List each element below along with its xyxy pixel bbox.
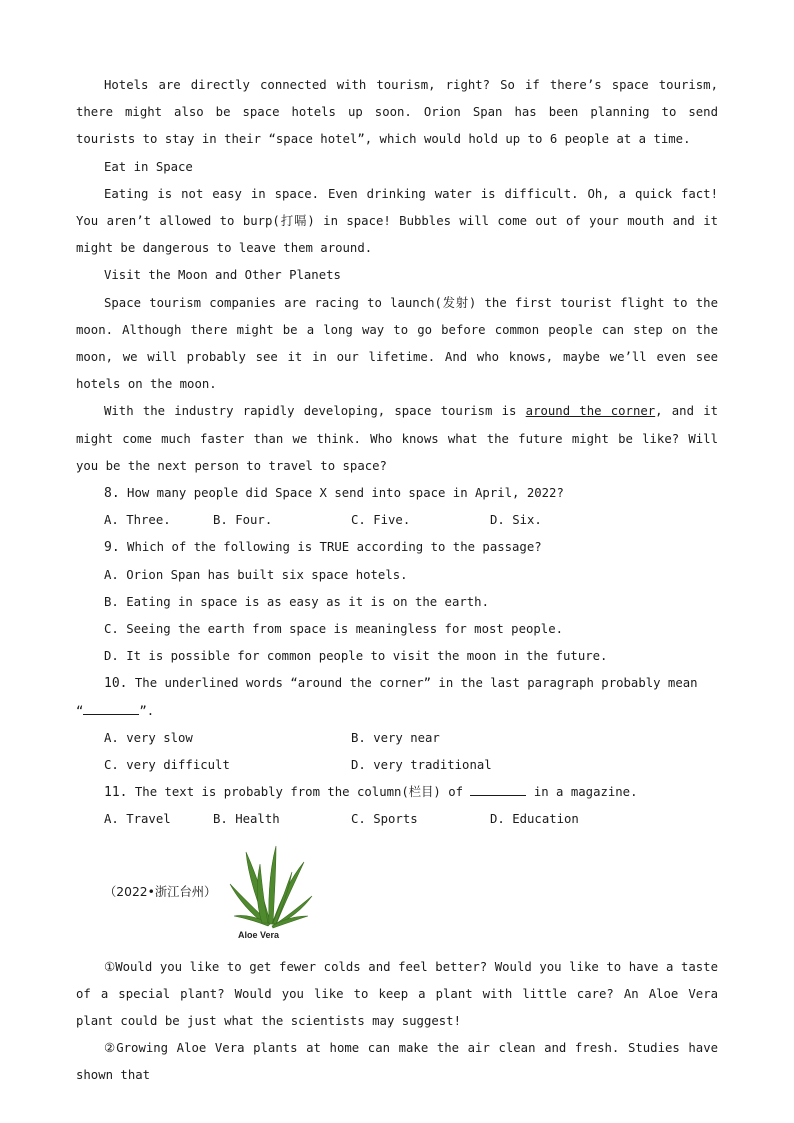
question-8-options [76, 507, 718, 534]
question-text: How many people did Space X send into space in April, 2022? [119, 486, 564, 501]
option-a: A. Three. [104, 513, 171, 528]
paragraph-conclusion [76, 398, 718, 480]
question-number: 10. [104, 676, 128, 692]
question-text-start: The text is probably from the column(栏目) of [127, 785, 471, 800]
option-a: A. Travel [104, 812, 171, 827]
question-8 [76, 480, 718, 507]
option-a: A. very slow [104, 730, 193, 745]
option-d: D. Six. [490, 513, 542, 528]
question-text: Which of the following is TRUE according to the passage? [119, 540, 542, 555]
underlined-phrase: around the corner [525, 404, 656, 419]
question-11 [76, 779, 718, 806]
question-9 [76, 534, 718, 561]
option-a: A. Orion Span has built six space hotels. [104, 567, 408, 582]
question-11-options [76, 806, 718, 833]
option-c: C. Seeing the earth from space is meaningless for most people. [104, 622, 564, 637]
passage-source: （2022•浙江台州） [104, 884, 217, 899]
heading-eat-in-space: Eat in Space [104, 159, 193, 174]
option-c: C. Five. [351, 513, 411, 528]
option-d: D. very traditional [351, 758, 492, 773]
question-text: The underlined words “around the corner” in the last paragraph probably mean [127, 676, 698, 691]
option-b: B. Four. [213, 513, 273, 528]
answer-blank [83, 701, 139, 715]
question-10-options-row-2 [76, 752, 718, 779]
option-c: C. very difficult [104, 758, 230, 773]
image-caption: Aloe Vera [238, 929, 280, 940]
question-number: 9. [104, 540, 120, 556]
option-b: B. Eating in space is as easy as it is on the earth. [104, 594, 489, 609]
question-text-end: in a magazine. [526, 785, 638, 800]
document-page [76, 72, 718, 1090]
paragraph-space-hotels: Hotels are directly connected with tourism, right? So if there’s space tourism, there might also be space hotels up soon. Orion Span has been planning to send tourists to stay in their “space hotel”, which would hold up to 6 people at a time. [76, 78, 718, 147]
option-d: D. Education [490, 812, 579, 827]
option-d: D. It is possible for common people to visit the moon in the future. [104, 649, 608, 664]
question-number: 11. [104, 785, 128, 801]
option-b: B. very near [351, 730, 440, 745]
answer-blank [470, 782, 526, 796]
question-number: 8. [104, 486, 120, 502]
paragraph-aloe-2: ②Growing Aloe Vera plants at home can make the air clean and fresh. Studies have shown that [76, 1041, 718, 1083]
question-10-options-row-1 [76, 725, 718, 752]
heading-visit-moon: Visit the Moon and Other Planets [104, 268, 341, 283]
conclusion-text-end: , and it might come much faster than we think. Who knows what the future might be like? Will you be the next person to travel to space? [76, 404, 719, 473]
conclusion-text-start: With the industry rapidly developing, space tourism is [104, 404, 526, 419]
option-c: C. Sports [351, 812, 418, 827]
paragraph-aloe-1: ①Would you like to get fewer colds and feel better? Would you like to have a taste of a special plant? Would you like to keep a plant with little care? An Aloe Vera plant could be just what the scientists may suggest! [76, 959, 718, 1029]
passage-source-row [76, 844, 718, 944]
aloe-vera-plant-icon [226, 844, 316, 944]
paragraph-eat-in-space: Eating is not easy in space. Even drinking water is difficult. Oh, a quick fact! You aren’t allowed to burp(打嗝) in space! Bubbles will come out of your mouth and it might be dangerous to leave them around. [76, 186, 718, 256]
question-10-blank-line: “ ”. [76, 698, 718, 725]
paragraph-visit-moon: Space tourism companies are racing to launch(发射) the first tourist flight to the moon. Although there might be a long way to go before common people can step on the moon, we will probably see it in our lifetime. And who knows, maybe we’ll even see hotels on the moon. [76, 295, 718, 392]
option-b: B. Health [213, 812, 280, 827]
question-10 [76, 670, 718, 697]
